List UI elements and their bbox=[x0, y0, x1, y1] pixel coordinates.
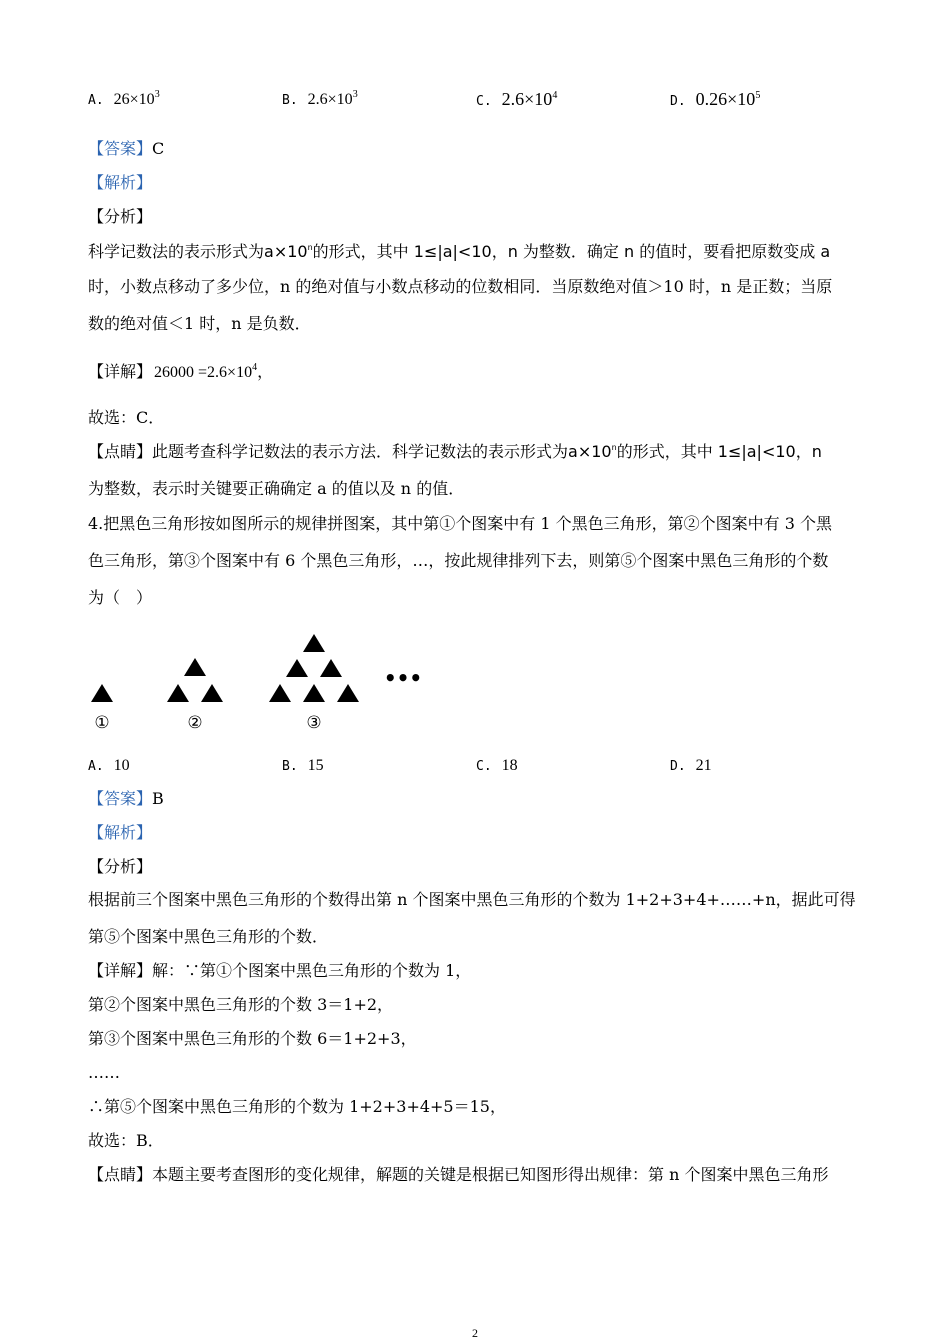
black-triangle bbox=[337, 684, 359, 702]
figure-label-3: ③ bbox=[306, 713, 322, 733]
black-triangle bbox=[303, 684, 325, 702]
black-triangle bbox=[286, 659, 308, 677]
q3-option-c bbox=[476, 88, 557, 113]
exponent: 3 bbox=[352, 89, 358, 100]
option-value: 10 bbox=[113, 757, 130, 774]
q3-fenxi-heading: 【分析】 bbox=[88, 207, 153, 226]
exponent: 3 bbox=[154, 89, 160, 100]
exponent: 4 bbox=[552, 90, 558, 101]
q4-jiexi-heading: 【解析】 bbox=[88, 823, 153, 842]
option-value: 2.6×10 bbox=[501, 89, 553, 109]
dianjing-tag: 【点睛】 bbox=[88, 442, 153, 461]
answer-value: B bbox=[152, 789, 164, 808]
option-value: 15 bbox=[307, 757, 324, 774]
exponent: 5 bbox=[755, 90, 761, 101]
q4-fenxi-line-1: 根据前三个图案中黑色三角形的个数得出第 n 个图案中黑色三角形的个数为 1+2+3+4+……+n，据此可得 bbox=[88, 890, 856, 909]
q3-dianjing-line-1: 【点睛】此题考查科学记数法的表示方法．科学记数法的表示形式为$a\times 10^n$的形式，其中 1≤|a|<10，n bbox=[88, 442, 822, 461]
black-triangle bbox=[320, 659, 342, 677]
q4-xiangjie-line-5: ∴第⑤个图案中黑色三角形的个数为 1+2+3+4+5＝15， bbox=[88, 1097, 506, 1116]
q3-answer bbox=[88, 137, 164, 161]
option-letter: A. bbox=[88, 759, 104, 774]
answer-tag: 【答案】 bbox=[88, 139, 153, 158]
q3-jiexi-heading: 【解析】 bbox=[88, 173, 153, 192]
option-letter: B. bbox=[282, 93, 298, 108]
option-letter: D. bbox=[670, 759, 686, 774]
black-triangle bbox=[269, 684, 291, 702]
text: 的形式，其中 1≤|a|<10，n 为整数．确定 n 的值时，要看把原数变成 a bbox=[312, 242, 831, 261]
q4-stem-line-2: 色三角形，第③个图案中有 6 个黑色三角形，…，按此规律排列下去，则第⑤个图案中黑色三角形的个数 bbox=[88, 551, 829, 570]
q4-xiangjie-line-1 bbox=[88, 959, 471, 983]
q4-option-a bbox=[88, 754, 130, 778]
q4-triangle-figure bbox=[80, 628, 440, 738]
q4-option-b bbox=[282, 754, 324, 778]
text: 解：∵第①个图案中黑色三角形的个数为 1， bbox=[152, 961, 472, 980]
q4-stem-line-3: 为（ ） bbox=[88, 588, 153, 607]
q3-fenxi-line-1: 科学记数法的表示形式为$a\times 10^n$的形式，其中 1≤|a|<10，n 为整数．确定 n 的值时，要看把原数变成 a bbox=[88, 242, 831, 261]
exponent: 4 bbox=[252, 362, 258, 373]
formula: a×10 bbox=[264, 242, 308, 261]
black-triangle bbox=[167, 684, 189, 702]
text: 本题主要考查图形的变化规律，解题的关键是根据已知图形得出规律：第 n 个图案中黑色三角形 bbox=[152, 1165, 829, 1184]
figure-ellipsis: ••• bbox=[383, 666, 423, 690]
figure-label-1: ① bbox=[94, 713, 110, 733]
figure-label-2: ② bbox=[187, 713, 203, 733]
black-triangle bbox=[184, 658, 206, 676]
option-letter: C. bbox=[476, 94, 492, 109]
option-letter: A. bbox=[88, 93, 104, 108]
q4-xiangjie-line-3: 第③个图案中黑色三角形的个数 6＝1+2+3， bbox=[88, 1029, 417, 1048]
option-letter: C. bbox=[476, 759, 492, 774]
q3-option-b bbox=[282, 88, 358, 112]
q4-option-c bbox=[476, 754, 518, 778]
xiangjie-tag: 【详解】 bbox=[88, 961, 153, 980]
answer-value: C bbox=[152, 139, 165, 158]
q4-xiangjie-line-2: 第②个图案中黑色三角形的个数 3＝1+2， bbox=[88, 995, 394, 1014]
q4-fenxi-heading: 【分析】 bbox=[88, 857, 153, 876]
q4-guxuan: 故选：B． bbox=[88, 1131, 164, 1150]
option-value: 26×10 bbox=[113, 91, 155, 108]
q4-option-d bbox=[670, 754, 712, 778]
equation: 26000 =2.6×10 bbox=[154, 364, 253, 381]
q4-answer bbox=[88, 787, 164, 811]
q3-xiangjie bbox=[88, 360, 273, 385]
black-triangle bbox=[303, 634, 325, 652]
q3-guxuan: 故选：C． bbox=[88, 408, 165, 427]
q4-dianjing-line-1 bbox=[88, 1163, 829, 1187]
q4-stem-line-1: 4.把黑色三角形按如图所示的规律拼图案，其中第①个图案中有 1 个黑色三角形，第②个图案中有 3 个黑 bbox=[88, 514, 832, 533]
option-value: 18 bbox=[501, 757, 518, 774]
black-triangle bbox=[201, 684, 223, 702]
option-value: 21 bbox=[695, 757, 712, 774]
text: ， bbox=[257, 362, 274, 381]
black-triangle bbox=[91, 684, 113, 702]
q3-fenxi-line-2: 时，小数点移动了多少位，n 的绝对值与小数点移动的位数相同．当原数绝对值＞10 时，n 是正数；当原 bbox=[88, 277, 833, 296]
option-value: 2.6×10 bbox=[307, 91, 353, 108]
text: 的形式，其中 1≤|a|<10，n bbox=[616, 442, 822, 461]
xiangjie-tag: 【详解】 bbox=[88, 362, 153, 381]
q3-option-a bbox=[88, 88, 160, 112]
q4-xiangjie-line-4: …… bbox=[88, 1063, 120, 1082]
dianjing-tag: 【点睛】 bbox=[88, 1165, 153, 1184]
formula: a×10 bbox=[568, 442, 612, 461]
text: 科学记数法的表示形式为 bbox=[88, 242, 265, 261]
q3-option-d bbox=[670, 88, 760, 113]
option-letter: B. bbox=[282, 759, 298, 774]
q3-fenxi-line-3: 数的绝对值＜1 时，n 是负数． bbox=[88, 314, 311, 333]
q3-dianjing-line-2: 为整数，表示时关键要正确确定 a 的值以及 n 的值． bbox=[88, 479, 465, 498]
option-value: 0.26×10 bbox=[695, 89, 756, 109]
q4-fenxi-line-2: 第⑤个图案中黑色三角形的个数． bbox=[88, 927, 329, 946]
answer-tag: 【答案】 bbox=[88, 789, 153, 808]
option-letter: D. bbox=[670, 94, 686, 109]
page-number: 2 bbox=[472, 1326, 478, 1340]
text: 此题考查科学记数法的表示方法．科学记数法的表示形式为 bbox=[152, 442, 569, 461]
